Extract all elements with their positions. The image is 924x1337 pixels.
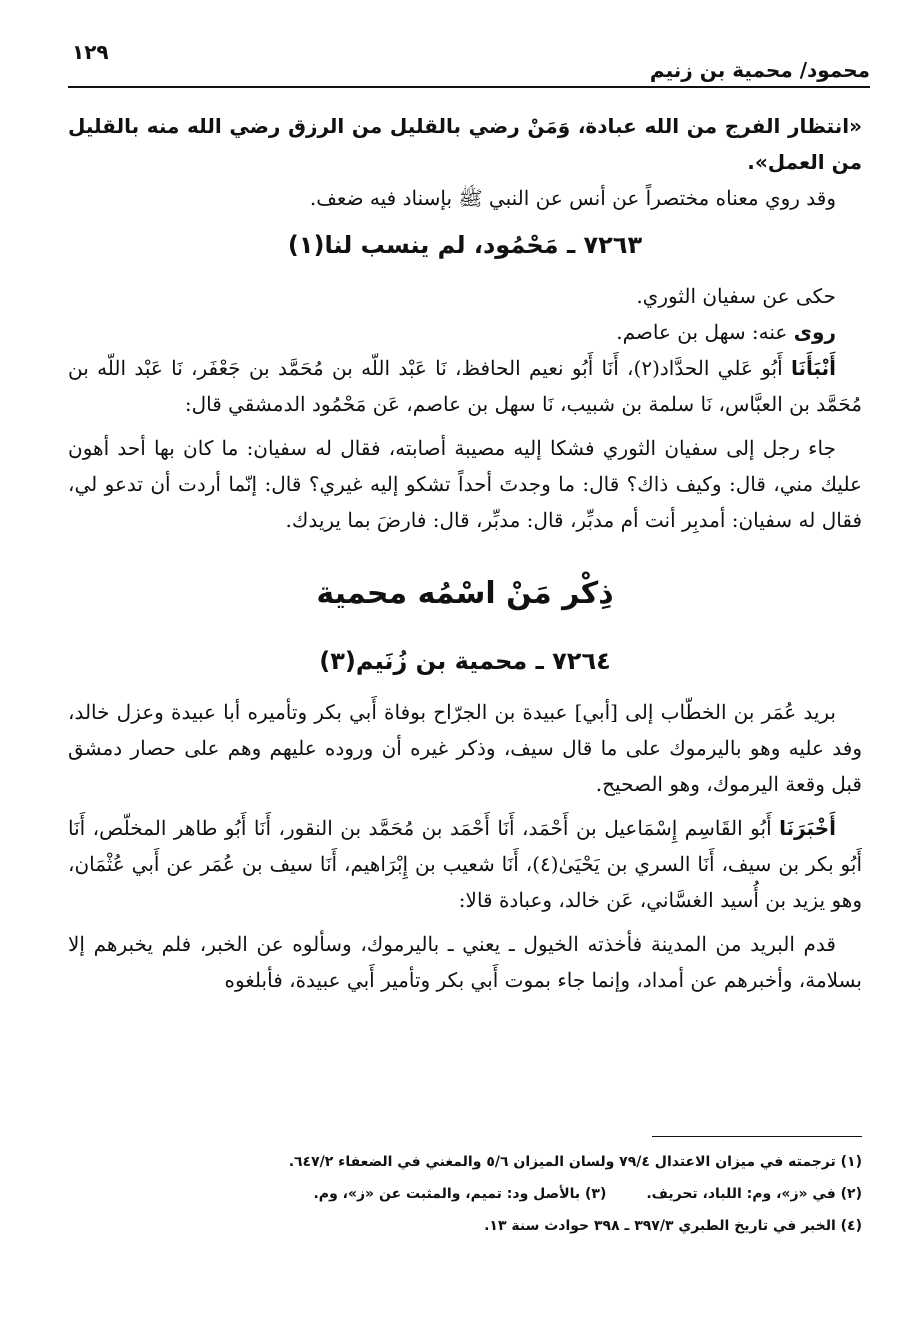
- entry-heading-7263: ٧٢٦٣ ـ مَحْمُود، لم ينسب لنا(١): [287, 231, 643, 259]
- paragraph-narration-note: وقد روي معناه مختصراً عن أنس عن النبي ﷺ بإسناد فيه ضعف.: [309, 186, 836, 210]
- entry-heading-7264: ٧٢٦٤ ـ محمية بن زُنَيم(٣): [319, 647, 611, 675]
- keyword-anbaana: أَنْبَأَنَا: [790, 356, 836, 380]
- running-title: محمود/ محمية بن زنيم: [649, 58, 870, 82]
- footnote-3: (٣) بالأصل ود: تميم، والمثبت عن «ز»، وم.: [313, 1186, 607, 1202]
- paragraph-report: قدم البريد من المدينة فأخذته الخيول ـ يعني ـ باليرموك، وسألوه عن الخبر، فلم يخبرهم إلا بسلامة، وأخبرهم عن أمداد، وإنما جاء بموت أَبي بكر وتأمير أَبي عبيدة، فأبلغوه: [68, 932, 862, 992]
- footnote-4: (٤) الخبر في تاريخ الطبري ٣٩٧/٣ ـ ٣٩٨ حوادث سنة ١٣.: [484, 1218, 862, 1234]
- isnad-2-text: أَبُو القَاسِم إِسْمَاعيل بن أَحْمَد، أَنَا أَحْمَد بن مُحَمَّد بن النقور، أَنَا أَبُو طاهر المخلّص، أَنَا أَبُو بكر بن سيف، أَنَا السري بن يَحْيَىٰ(٤)، أَنَا شعيب بن إِبْرَاهيم، أَنَا سيف بن عُمَر عن أَبي عُثْمَان، وهو يزيد بن أُسيد الغسَّاني، عَن خالد، وعبادة قالا:: [68, 816, 862, 912]
- footnotes: [68, 1146, 862, 1242]
- paragraph-isnad-1: [68, 350, 862, 422]
- isnad-1-text: أَبُو عَلي الحدَّاد(٢)، أَنَا أَبُو نعيم الحافظ، نَا عَبْد اللّه بن مُحَمَّد بن جَعْفَر، نَا عَبْد اللّه بن مُحَمَّد بن العبَّاس، نَا سلمة بن شبيب، نَا سهل بن عاصم، عَن مَحْمُود الدمشقي قال:: [68, 356, 862, 416]
- paragraph-biography: بريد عُمَر بن الخطّاب إلى [أبي] عبيدة بن الجرّاح بوفاة أَبي بكر وتأميره أبا عبيدة وعزل خالد، وفد عليه وهو باليرموك على ما قال سيف، وذكر غيره أن وروده عليهم وهم على حصار دمشق قبل وقعة اليرموك، وهو الصحيح.: [68, 700, 862, 796]
- keyword-rawa: روى: [793, 320, 836, 344]
- footnote-1: (١) ترجمته في ميزان الاعتدال ٧٩/٤ ولسان الميزان ٥/٦ والمغني في الضعفاء ٦٤٧/٢.: [288, 1154, 862, 1170]
- paragraph-narrated-from: حكى عن سفيان الثوري.: [636, 284, 836, 308]
- footnote-2: (٢) في «ز»، وم: اللباد، تحريف.: [646, 1186, 862, 1202]
- page-number: ١٢٩: [72, 40, 109, 64]
- section-heading: ذِكْر مَنْ اسْمُه محمية: [316, 576, 614, 611]
- page-header: [68, 38, 870, 88]
- footnote-divider: [652, 1136, 862, 1137]
- narrators-text: عنه: سهل بن عاصم.: [616, 320, 794, 344]
- body-text: [68, 108, 862, 998]
- paragraph-isnad-2: [68, 810, 862, 918]
- keyword-akhbarana: أَخْبَرَنَا: [779, 816, 836, 840]
- paragraph-narrators: [68, 314, 862, 350]
- paragraph-story: جاء رجل إلى سفيان الثوري فشكا إليه مصيبة أصابته، فقال له سفيان: ما كان بها أحد أهون عليك مني، قال: وكيف ذاك؟ قال: ما وجدتَ أحداً تشكو إليه غيري؟ قال: إنّما أردت أن تدعو لي، فقال له سفيان: أمدبِر أنت أم مدبِّر، قال: مدبِّر، قال: فارضَ بما يريدك.: [68, 436, 862, 532]
- footnote-row-2-3: [68, 1178, 862, 1210]
- quoted-hadith: «انتظار الفرج من الله عبادة، وَمَنْ رضي بالقليل من الرزق رضي الله منه بالقليل من العمل».: [68, 114, 862, 174]
